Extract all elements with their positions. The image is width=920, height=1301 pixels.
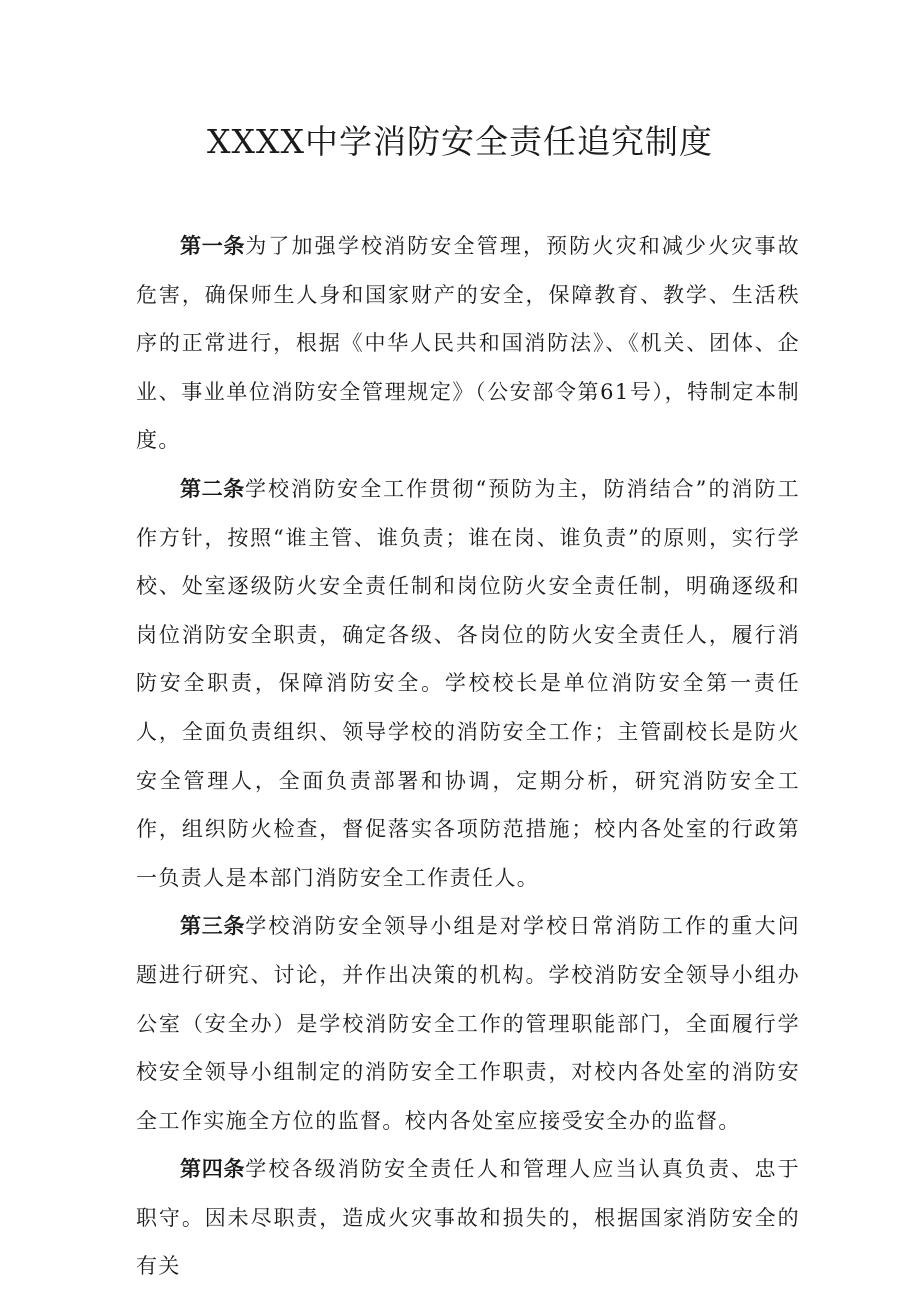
article-text: 为了加强学校消防安全管理，预防火灾和减少火灾事故危害，确保师生人身和国家财产的安全，保障教育、教学、生活秩序的正常进行，根据《中华人民共和国消防法》、《机关、团体、企业、事业单位消防安全管理规定》（公安部令第61号），特制定本制度。 (136, 234, 801, 453)
document-title: XXXX中学消防安全责任追究制度 (207, 122, 713, 161)
article-3 (136, 902, 800, 1145)
article-label: 第一条 (180, 234, 246, 258)
article-label: 第三条 (180, 914, 246, 939)
article-4 (136, 1145, 800, 1291)
article-2 (136, 465, 800, 902)
document-body (136, 222, 800, 1291)
article-label: 第四条 (180, 1157, 246, 1182)
article-text: 学校各级消防安全责任人和管理人应当认真负责、忠于职守。因未尽职责，造成火灾事故和损失的，根据国家消防安全的有关 (136, 1157, 801, 1279)
article-text: 学校消防安全领导小组是对学校日常消防工作的重大问题进行研究、讨论，并作出决策的机构。学校消防安全领导小组办公室（安全办）是学校消防安全工作的管理职能部门，全面履行学校安全领导小组制定的消防安全工作职责，对校内各处室的消防安全工作实施全方位的监督。校内各处室应接受安全办的监督。 (136, 914, 801, 1133)
article-label: 第二条 (180, 476, 245, 501)
article-1 (136, 222, 800, 465)
article-text: 学校消防安全工作贯彻“预防为主，防消结合”的消防工作方针，按照“谁主管、谁负责；谁在岗、谁负责”的原则，实行学校、处室逐级防火安全责任制和岗位防火安全责任制，明确逐级和岗位消防安全职责，确定各级、各岗位的防火安全责任人，履行消防安全职责，保障消防安全。学校校长是单位消防安全第一责任人，全面负责组织、领导学校的消防安全工作；主管副校长是防火安全管理人，全面负责部署和协调，定期分析，研究消防安全工作，组织防火检查，督促落实各项防范措施；校内各处室的行政第一负责人是本部门消防安全工作责任人。 (136, 476, 800, 890)
